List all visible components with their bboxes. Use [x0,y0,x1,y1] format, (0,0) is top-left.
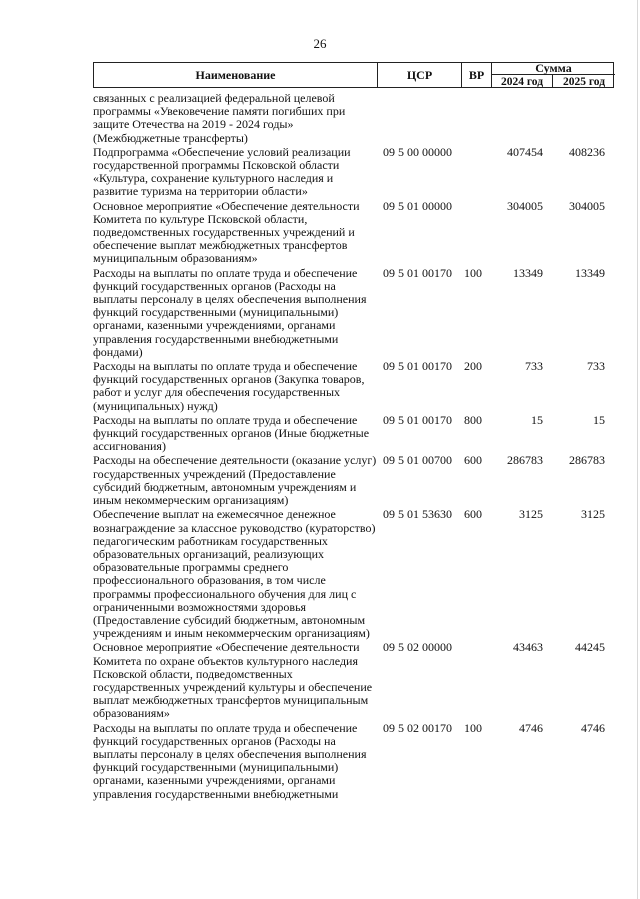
row-vr: 100 [464,265,482,280]
column-header-vr: ВР [462,63,492,87]
row-csr: 09 5 02 00000 [383,640,452,655]
row-value-2024: 4746 [519,720,543,735]
row-value-2025: 4746 [581,720,605,735]
row-value-2025: 15 [593,412,605,427]
row-value-2024: 13349 [513,265,543,280]
table-body [93,92,614,802]
row-vr: 600 [464,453,482,468]
row-value-2024: 15 [531,412,543,427]
row-csr: 09 5 01 00700 [383,453,452,468]
table-header [93,62,614,88]
table-row [93,722,614,801]
row-name: Подпрограмма «Обеспечение условий реализации государственной программы Псковской области «Культура, сохранение культурного наследия и развитие туризма на территории области» [93,144,351,199]
table-row [93,454,614,507]
row-csr: 09 5 01 00000 [383,198,452,213]
column-header-name: Наименование [94,63,378,87]
row-value-2025: 286783 [569,453,605,468]
row-name: Расходы на выплаты по оплате труда и обеспечение функций государственных органов (Расходы на выплаты персоналу в целях обеспечения выполнения функций государственными (муниципальными) органами, казенными учреждениями, органами управления государственными внебюджетными фондами) [93,265,367,359]
row-value-2025: 13349 [575,265,605,280]
row-csr: 09 5 01 00170 [383,412,452,427]
page-edge-line [637,0,638,899]
row-vr: 800 [464,412,482,427]
page-number: 26 [313,36,327,51]
row-value-2025: 408236 [569,144,605,159]
column-header-year-2025: 2025 год [562,75,606,88]
row-value-2024: 304005 [507,198,543,213]
row-name: Обеспечение выплат на ежемесячное денежное вознаграждение за классное руководство (кураторство) педагогическим работникам государственных образовательных организаций, реализующих образовательные программы среднего профессионального образования, в том числе программы профессионального обучения для лиц с ограниченными возможностями здоровья (Предоставление субсидий бюджетным, автономным учреждениям и иным некоммерческим организациям) [93,507,376,641]
table-row [93,360,614,413]
row-value-2024: 3125 [519,507,543,522]
table-row [93,146,614,199]
row-name: Расходы на выплаты по оплате труда и обеспечение функций государственных органов (Закупка товаров, работ и услуг для обеспечения государственных (муниципальных) нужд) [93,359,365,413]
row-value-2025: 3125 [581,507,605,522]
table-row [93,508,614,640]
column-header-csr: ЦСР [378,63,462,87]
table-row [93,414,614,454]
table-row [93,92,614,145]
row-value-2024: 286783 [507,453,543,468]
row-name: связанных с реализацией федеральной целевой программы «Увековечение памяти погибших при защите Отечества на 2019 - 2024 годы» (Межбюджетные трансферты) [93,91,346,145]
row-csr: 09 5 00 00000 [383,144,452,159]
row-value-2024: 43463 [513,640,543,655]
row-value-2024: 407454 [507,144,543,159]
row-csr: 09 5 01 53630 [383,507,452,522]
row-value-2025: 304005 [569,198,605,213]
column-header-sum: Сумма [492,63,615,75]
column-header-year-2024: 2024 год [492,75,553,88]
table-row [93,200,614,266]
row-csr: 09 5 01 00170 [383,265,452,280]
row-vr: 600 [464,507,482,522]
table-row [93,267,614,359]
row-csr: 09 5 02 00170 [383,720,452,735]
row-name: Основное мероприятие «Обеспечение деятельности Комитета по охране объектов культурного наследия Псковской области, подведомственных государственных учреждений культуры и обеспечение выплат межбюджетных трансфертов муниципальным образованиям» [93,640,373,721]
row-name: Основное мероприятие «Обеспечение деятельности Комитета по культуре Псковской области, подведомственных государственных учреждений и обеспечение выплат межбюджетных трансфертов муниципальным образованиям» [93,198,360,266]
table-row [93,641,614,720]
row-value-2024: 733 [525,359,543,374]
row-name: Расходы на выплаты по оплате труда и обеспечение функций государственных органов (Иные бюджетные ассигнования) [93,412,370,454]
row-vr: 100 [464,720,482,735]
row-value-2025: 44245 [575,640,605,655]
row-name: Расходы на выплаты по оплате труда и обеспечение функций государственных органов (Расходы на выплаты персоналу в целях обеспечения выполнения функций государственными (муниципальными) органами, казенными учреждениями, органами управления государственными внебюджетными [93,720,367,801]
row-vr: 200 [464,359,482,374]
row-csr: 09 5 01 00170 [383,359,452,374]
row-value-2025: 733 [587,359,605,374]
row-name: Расходы на обеспечение деятельности (оказание услуг) государственных учреждений (Предоставление субсидий бюджетным, автономным учреждениям и иным некоммерческим организациям) [93,453,377,508]
